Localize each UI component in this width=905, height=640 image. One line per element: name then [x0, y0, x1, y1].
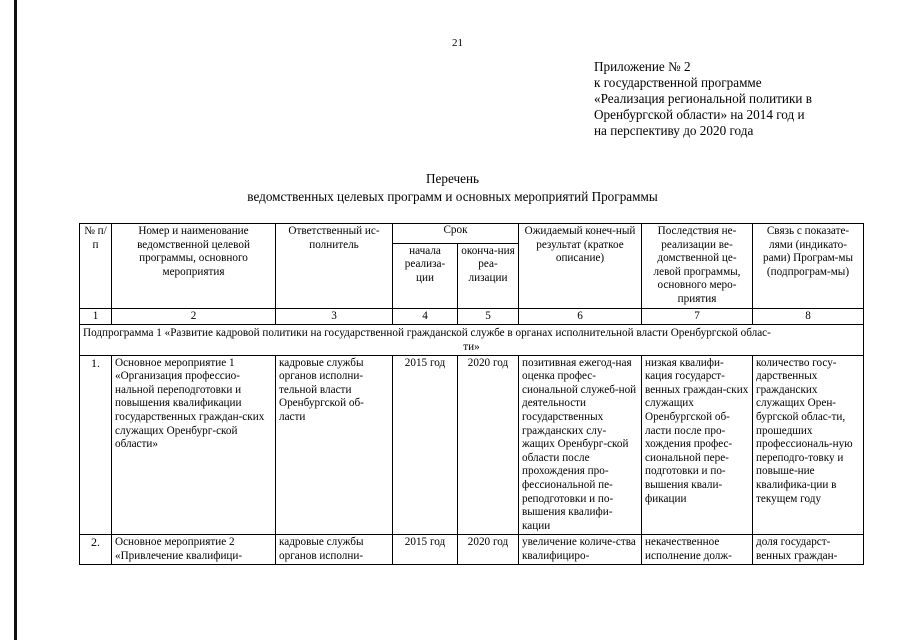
- table-header-row: [80, 224, 864, 244]
- appendix-line: Приложение № 2: [594, 59, 691, 74]
- appendix-line: к государственной программе: [594, 75, 762, 90]
- subprogram-cell: [80, 324, 864, 355]
- header-consequences: Последствия не-реализации ве-домственной це-левой программы, основного меро-приятия: [642, 224, 753, 309]
- row-result: увеличение количе-ства квалифициро-: [519, 535, 642, 565]
- subprogram-title-line-1: Подпрограмма 1 «Развитие кадровой политики на государственной гражданской службе в органах исполнительной власти Оренбургской облас-: [83, 326, 771, 339]
- header-start: начала реализа-ции: [393, 243, 458, 308]
- column-number: 2: [112, 308, 276, 324]
- column-number: 3: [276, 308, 393, 324]
- binding-edge-line: [14, 0, 17, 640]
- appendix-line: на перспективу до 2020 года: [594, 123, 754, 138]
- row-result: позитивная ежегод-ная оценка профес-сиональной служеб-ной деятельности государственных гражданских слу-жащих Оренбург-ской области после прохождения про-фессиональной пе-реподготовки и по-вышения квалифи-кации: [519, 355, 642, 535]
- header-num: № п/п: [80, 224, 112, 309]
- column-number: 7: [642, 308, 753, 324]
- column-number: 4: [393, 308, 458, 324]
- header-result: Ожидаемый конеч-ный результат (краткое описание): [519, 224, 642, 309]
- column-number: 5: [458, 308, 519, 324]
- document-title: [0, 170, 905, 206]
- table-row: [80, 535, 864, 565]
- subprogram-title-line-2: ти»: [463, 340, 480, 353]
- header-name: Номер и наименование ведомственной целевой программы, основного мероприятия: [112, 224, 276, 309]
- row-responsible: кадровые службы органов исполни-: [276, 535, 393, 565]
- programs-table: [79, 223, 864, 565]
- column-number: 1: [80, 308, 112, 324]
- row-consequences: некачественное исполнение долж-: [642, 535, 753, 565]
- title-line-1: Перечень: [425, 171, 480, 186]
- appendix-line: Оренбургской области» на 2014 год и: [594, 107, 805, 122]
- row-name: Основное мероприятие 2 «Привлечение квалифици-: [112, 535, 276, 565]
- page-number: 21: [452, 37, 463, 49]
- row-end: 2020 год: [458, 535, 519, 565]
- header-term: Срок: [393, 224, 519, 244]
- table-row: [80, 355, 864, 535]
- row-name: Основное мероприятие 1 «Организация профессио-нальной переподготовки и повышения квалификации государственных граждан-ских служащих Оренбург-ской области»: [112, 355, 276, 535]
- appendix-header: [594, 59, 812, 139]
- column-number: 6: [519, 308, 642, 324]
- row-consequences: низкая квалифи-кация государст-венных граждан-ских служащих Оренбургской об-ласти после про-хождения профес-сиональной пере-подготовки и по-вышения квали-фикации: [642, 355, 753, 535]
- header-responsible: Ответственный ис-полнитель: [276, 224, 393, 309]
- header-end: оконча-ния реа-лизации: [458, 243, 519, 308]
- row-end: 2020 год: [458, 355, 519, 535]
- row-link: количество госу-дарственных гражданских служащих Орен-бургской облас-ти, прошедших профессиональ-ную переподго-товку и повыше-ние квалифика-ции в текущем году: [753, 355, 864, 535]
- column-number-row: [80, 308, 864, 324]
- row-link: доля государст-венных граждан-: [753, 535, 864, 565]
- appendix-line: «Реализация региональной политики в: [594, 91, 812, 106]
- row-start: 2015 год: [393, 535, 458, 565]
- row-number: 1.: [80, 355, 112, 535]
- subprogram-row: [80, 324, 864, 355]
- row-responsible: кадровые службы органов исполни-тельной власти Оренбургской об-ласти: [276, 355, 393, 535]
- title-line-2: ведомственных целевых программ и основных мероприятий Программы: [247, 189, 658, 204]
- column-number: 8: [753, 308, 864, 324]
- header-link: Связь с показате-лями (индикато-рами) Програм-мы (подпрограм-мы): [753, 224, 864, 309]
- row-start: 2015 год: [393, 355, 458, 535]
- row-number: 2.: [80, 535, 112, 565]
